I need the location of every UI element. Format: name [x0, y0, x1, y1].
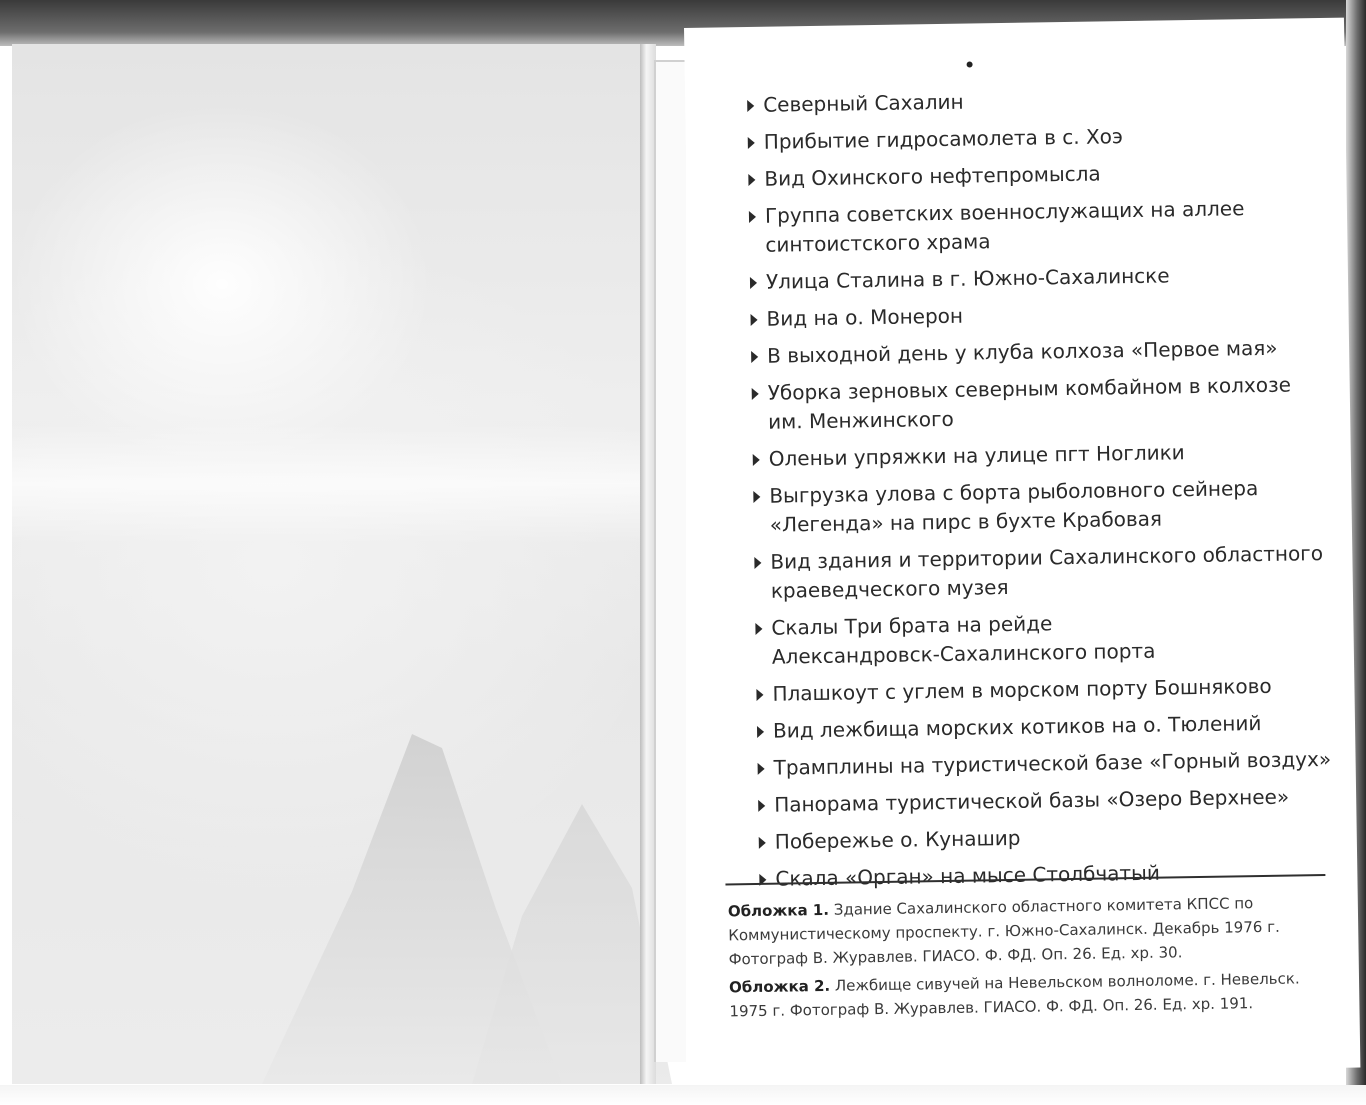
triangle-bullet-icon [747, 100, 754, 112]
toc-item [753, 605, 1334, 672]
triangle-bullet-icon [752, 388, 759, 400]
toc-item-line: краеведческого музея [770, 574, 1009, 603]
toc-item [755, 708, 1335, 746]
toc-item [746, 119, 1326, 157]
toc-item-line: Северный Сахалин [763, 89, 964, 117]
toc-item [755, 745, 1335, 783]
toc-item-line: Выгрузка улова с борта рыболовного сейнера [769, 476, 1259, 508]
triangle-bullet-icon [749, 211, 756, 223]
toc-item [748, 259, 1328, 297]
toc-item [746, 156, 1326, 194]
left-page-photo [12, 44, 652, 1084]
toc-item-line: Побережье о. Кунашир [774, 825, 1021, 854]
toc-item [751, 473, 1332, 540]
toc-item-line: Оленьи упряжки на улице пгт Ноглики [768, 440, 1185, 471]
triangle-bullet-icon [755, 623, 762, 635]
toc-item-line: Скалы Три брата на рейде [771, 611, 1053, 640]
toc-item-line: Александровск-Сахалинского порта [771, 638, 1156, 669]
toc-item-line: им. Менжинского [768, 406, 954, 434]
toc-item-line: Прибытие гидросамолета в с. Хоэ [763, 124, 1124, 154]
toc-item-line: В выходной день у клуба колхоза «Первое мая» [766, 335, 1278, 368]
toc-item [756, 782, 1336, 820]
triangle-bullet-icon [757, 726, 764, 738]
triangle-bullet-icon [748, 174, 755, 186]
caption-text: Лежбище сивучей на Невельском волноломе. г. Невельск. 1975 г. Фотограф В. Журавлев. ГИАСО. Ф. ФД. Оп. 26. Ед. хр. 191. [729, 969, 1300, 1021]
page-mark [967, 61, 973, 67]
toc-item-line: Вид на о. Монерон [766, 303, 964, 331]
toc-item [747, 193, 1328, 260]
toc-item-line: Группа советских военнослужащих на аллее [764, 196, 1245, 228]
right-page [684, 18, 1360, 1078]
photo-horizon [12, 424, 652, 544]
toc-item-line: Вид здания и территории Сахалинского областного [770, 541, 1324, 574]
toc-item-line: Улица Сталина в г. Южно-Сахалинске [765, 263, 1170, 294]
triangle-bullet-icon [751, 314, 758, 326]
toc-item-line: Плашкоут с углем в морском порту Бошняково [772, 673, 1272, 706]
toc-item [749, 333, 1329, 371]
toc-item [745, 82, 1325, 120]
toc-item [751, 436, 1331, 474]
toc-item [752, 539, 1333, 606]
triangle-bullet-icon [750, 277, 757, 289]
caption-text: Здание Сахалинского областного комитета КПСС по Коммунистическому проспекту. г. Южно-Сахалинск. Декабрь 1976 г. Фотограф В. Журавлев. ГИАСО. Ф. ФД. Оп. 26. Ед. хр. 30. [728, 894, 1280, 969]
triangle-bullet-icon [758, 763, 765, 775]
triangle-bullet-icon [758, 800, 765, 812]
toc-item-line: Скала «Орган» на мысе Столбчатый [775, 860, 1161, 891]
toc-item-line: Панорама туристической базы «Озеро Верхнее» [774, 784, 1290, 817]
triangle-bullet-icon [753, 491, 760, 503]
toc-item [754, 671, 1334, 709]
toc-item-line: Трамплины на туристической базе «Горный воздух» [773, 746, 1332, 780]
page-edge [654, 60, 686, 1062]
toc-item-line: Уборка зерновых северным комбайном в колхозе [767, 372, 1292, 405]
toc-item-line: Вид лежбища морских котиков на о. Тюлений [772, 711, 1262, 743]
triangle-bullet-icon [748, 137, 755, 149]
triangle-bullet-icon [756, 689, 763, 701]
toc-item [750, 370, 1331, 437]
triangle-bullet-icon [754, 557, 761, 569]
caption-cover-2 [729, 966, 1330, 1023]
table-of-contents [745, 82, 1338, 902]
toc-item-line: Вид Охинского нефтепромысла [764, 161, 1101, 191]
triangle-bullet-icon [753, 454, 760, 466]
cover-captions [728, 890, 1330, 1027]
caption-label: Обложка 2. [728, 976, 831, 997]
scan-border-bottom [0, 1085, 1366, 1105]
triangle-bullet-icon [759, 837, 766, 849]
toc-item [748, 296, 1328, 334]
triangle-bullet-icon [751, 351, 758, 363]
toc-item [757, 819, 1337, 857]
caption-label: Обложка 1. [727, 900, 830, 921]
toc-item-line: синтоистского храма [765, 229, 991, 257]
toc-item-line: «Легенда» на пирс в бухте Крабовая [769, 506, 1163, 537]
caption-cover-1 [728, 890, 1329, 971]
